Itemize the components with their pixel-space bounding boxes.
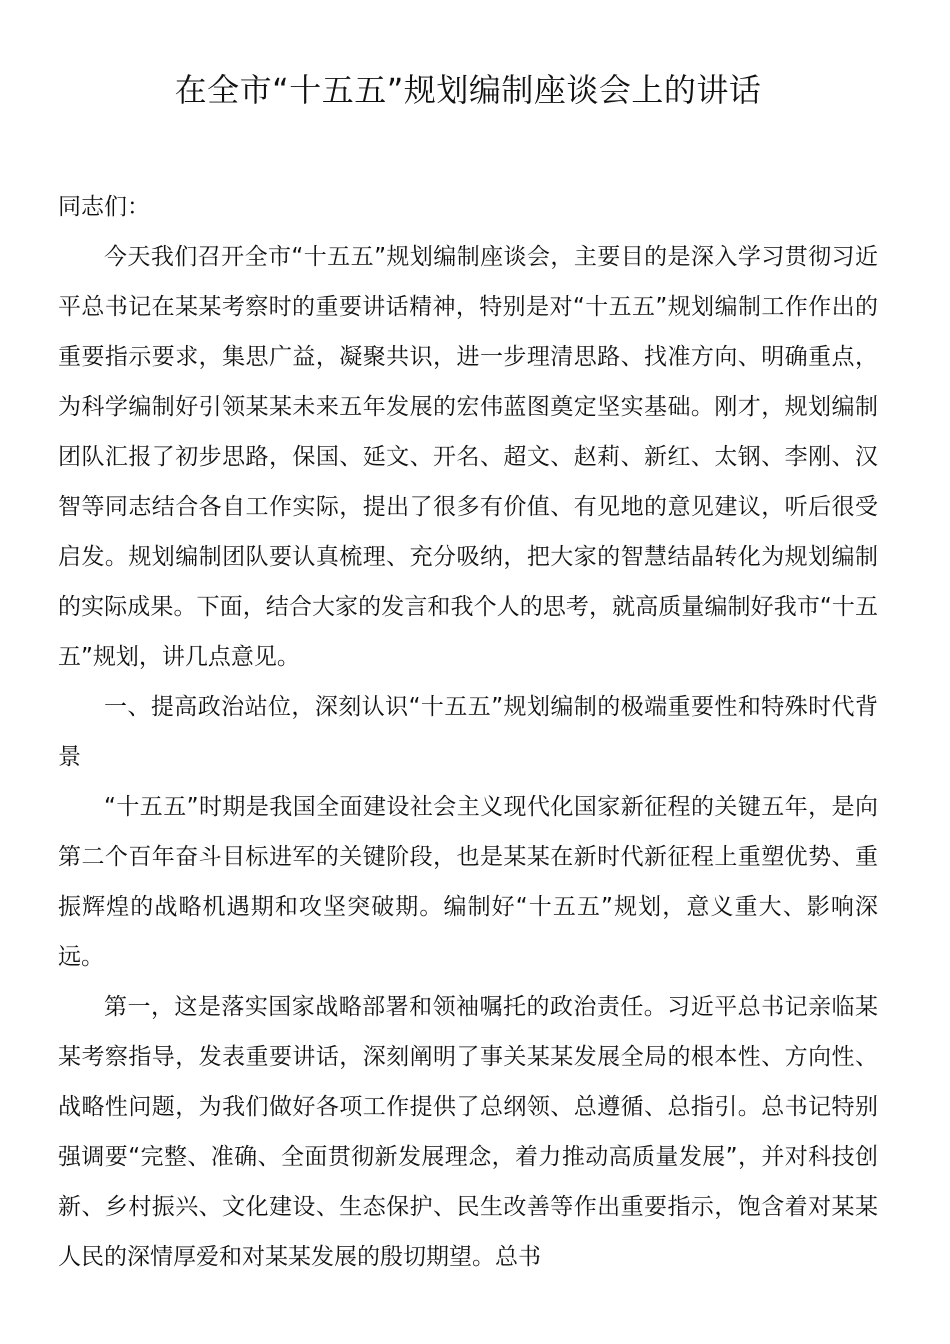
- document-page: [58, 60, 878, 1282]
- paragraph-first-point: 第一，这是落实国家战略部署和领袖嘱托的政治责任。习近平总书记亲临某某考察指导，发表重要讲话，深刻阐明了事关某某发展全局的根本性、方向性、战略性问题，为我们做好各项工作提供了总纲领、总遵循、总指引。总书记特别强调要“完整、准确、全面贯彻新发展理念，着力推动高质量发展”，并对科技创新、乡村振兴、文化建设、生态保护、民生改善等作出重要指示，饱含着对某某人民的深情厚爱和对某某发展的殷切期望。总书: [58, 994, 878, 1270]
- section-heading-1: 一、提高政治站位，深刻认识“十五五”规划编制的极端重要性和特殊时代背景: [58, 694, 878, 770]
- document-title: 在全市“十五五”规划编制座谈会上的讲话: [174, 71, 762, 109]
- salutation: 同志们：: [58, 194, 150, 220]
- paragraph-period-context: “十五五”时期是我国全面建设社会主义现代化国家新征程的关键五年，是向第二个百年奋斗目标进军的关键阶段，也是某某在新时代新征程上重塑优势、重振辉煌的战略机遇期和攻坚突破期。编制好“十五五”规划，意义重大、影响深远。: [58, 794, 878, 970]
- paragraph-intro: 今天我们召开全市“十五五”规划编制座谈会，主要目的是深入学习贯彻习近平总书记在某某考察时的重要讲话精神，特别是对“十五五”规划编制工作作出的重要指示要求，集思广益，凝聚共识，进一步理清思路、找准方向、明确重点，为科学编制好引领某某未来五年发展的宏伟蓝图奠定坚实基础。刚才，规划编制团队汇报了初步思路，保国、延文、开名、超文、赵莉、新红、太钢、李刚、汉智等同志结合各自工作实际，提出了很多有价值、有见地的意见建议，听后很受启发。规划编制团队要认真梳理、充分吸纳，把大家的智慧结晶转化为规划编制的实际成果。下面，结合大家的发言和我个人的思考，就高质量编制好我市“十五五”规划，讲几点意见。: [58, 244, 878, 670]
